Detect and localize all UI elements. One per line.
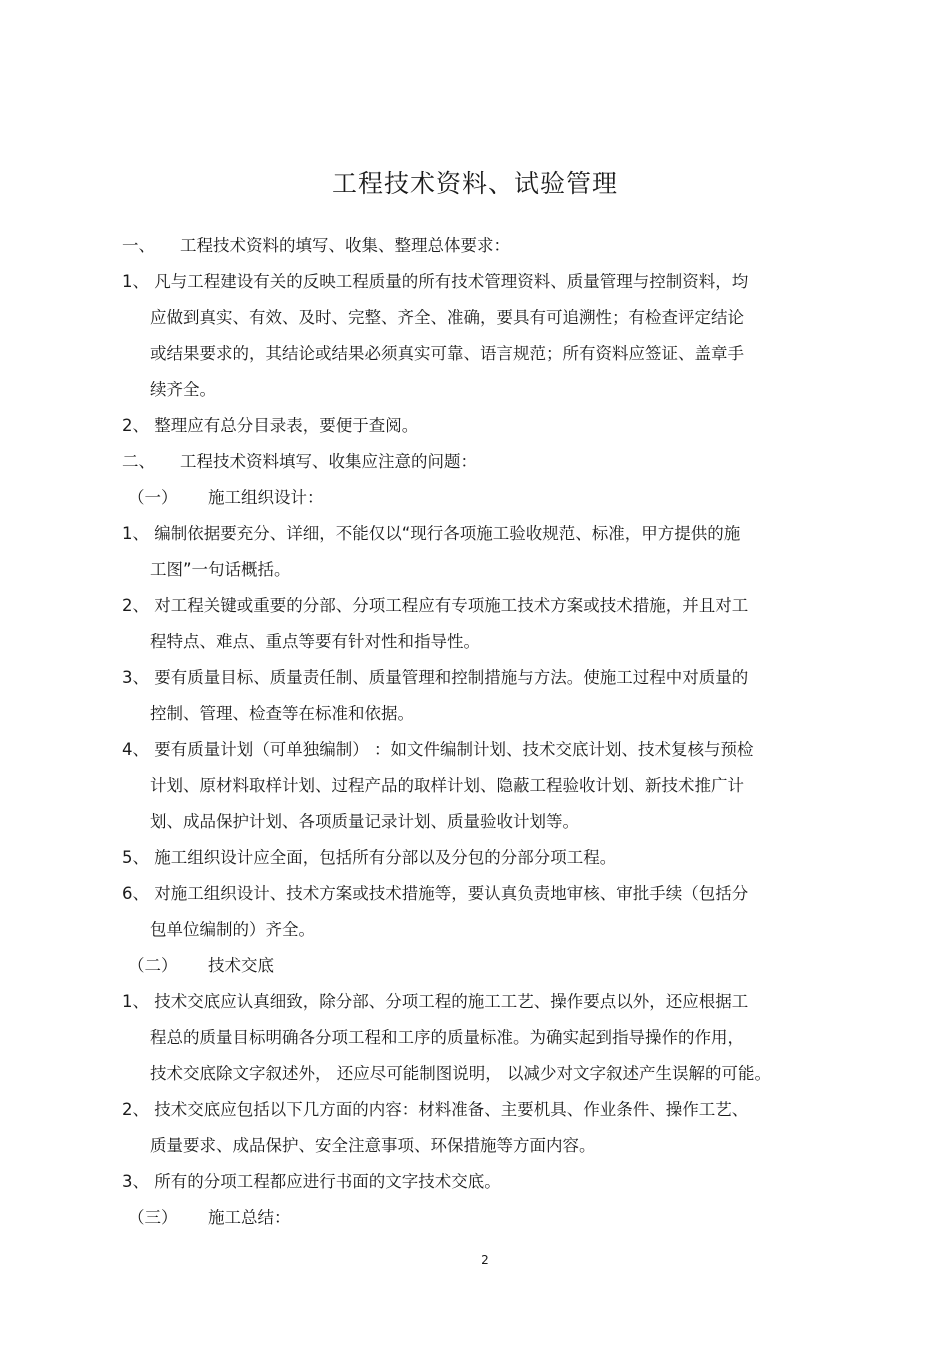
list-item-continuation: 包单位编制的）齐全。 (150, 920, 315, 939)
list-item-continuation: 应做到真实、有效、及时、完整、齐全、准确，要具有可追溯性；有检查评定结论 (150, 308, 744, 327)
list-item (0, 876, 950, 948)
list-item-continuation: 计划、原材料取样计划、过程产品的取样计划、隐蔽工程验收计划、新技术推广计 (150, 776, 744, 795)
list-item-text: 1、 技术交底应认真细致，除分部、分项工程的施工工艺、操作要点以外，还应根据工 (122, 992, 749, 1011)
list-item-text: 1、 编制依据要充分、详细，不能仅以“现行各项施工验收规范、标准，甲方提供的施 (122, 524, 741, 543)
list-item (0, 1092, 950, 1164)
list-item-text: 4、 要有质量计划（可单独编制） ：如文件编制计划、技术交底计划、技术复核与预检 (122, 740, 754, 759)
list-item-continuation: 工图”一句话概括。 (150, 560, 291, 579)
list-item-continuation: 划、成品保护计划、各项质量记录计划、质量验收计划等。 (150, 812, 579, 831)
section-heading-text: 工程技术资料填写、收集应注意的问题： (180, 452, 477, 471)
page-number: 2 (481, 1253, 489, 1267)
section-heading-2 (0, 444, 950, 480)
section-heading-1 (0, 228, 950, 264)
list-item-text: 6、 对施工组织设计、技术方案或技术措施等，要认真负责地审核、审批手续（包括分 (122, 884, 749, 903)
document-body (0, 228, 950, 1236)
list-item-continuation: 或结果要求的，其结论或结果必须真实可靠、语言规范；所有资料应签证、盖章手 (150, 344, 744, 363)
list-item-text: 3、 所有的分项工程都应进行书面的文字技术交底。 (122, 1172, 501, 1191)
list-item (0, 516, 950, 588)
list-item-continuation: 程总的质量目标明确各分项工程和工序的质量标准。为确实起到指导操作的作用， (150, 1028, 744, 1047)
section-marker: 一、 (122, 236, 155, 255)
list-item-text: 3、 要有质量目标、质量责任制、质量管理和控制措施与方法。使施工过程中对质量的 (122, 668, 749, 687)
subsection-marker: （二） (128, 956, 178, 975)
subsection-heading-1 (0, 480, 950, 516)
list-item-continuation: 质量要求、成品保护、安全注意事项、环保措施等方面内容。 (150, 1136, 596, 1155)
list-item (0, 984, 950, 1092)
subsection-heading-3 (0, 1200, 950, 1236)
list-item-text: 2、 对工程关键或重要的分部、分项工程应有专项施工技术方案或技术措施，并且对工 (122, 596, 749, 615)
list-item-text: 2、 技术交底应包括以下几方面的内容：材料准备、主要机具、作业条件、操作工艺、 (122, 1100, 749, 1119)
subsection-heading-text: 技术交底 (208, 956, 274, 975)
list-item (0, 732, 950, 840)
subsection-heading-text: 施工组织设计： (208, 488, 324, 507)
subsection-heading-2 (0, 948, 950, 984)
list-item-continuation: 技术交底除文字叙述外， 还应尽可能制图说明， 以减少对文字叙述产生误解的可能。 (150, 1064, 771, 1083)
section-marker: 二、 (122, 452, 155, 471)
list-item (0, 1164, 950, 1200)
document-title: 工程技术资料、试验管理 (331, 169, 618, 198)
list-item-continuation: 程特点、难点、重点等要有针对性和指导性。 (150, 632, 480, 651)
section-heading-text: 工程技术资料的填写、收集、整理总体要求： (180, 236, 510, 255)
list-item (0, 840, 950, 876)
subsection-marker: （三） (128, 1208, 178, 1227)
list-item (0, 408, 950, 444)
list-item (0, 588, 950, 660)
list-item-continuation: 控制、管理、检查等在标准和依据。 (150, 704, 414, 723)
list-item (0, 660, 950, 732)
list-item-text: 1、 凡与工程建设有关的反映工程质量的所有技术管理资料、质量管理与控制资料，均 (122, 272, 749, 291)
list-item-text: 2、 整理应有总分目录表，要便于查阅。 (122, 416, 419, 435)
list-item-text: 5、 施工组织设计应全面，包括所有分部以及分包的分部分项工程。 (122, 848, 617, 867)
list-item-continuation: 续齐全。 (150, 380, 216, 399)
subsection-heading-text: 施工总结： (208, 1208, 291, 1227)
list-item (0, 264, 950, 408)
subsection-marker: （一） (128, 488, 178, 507)
